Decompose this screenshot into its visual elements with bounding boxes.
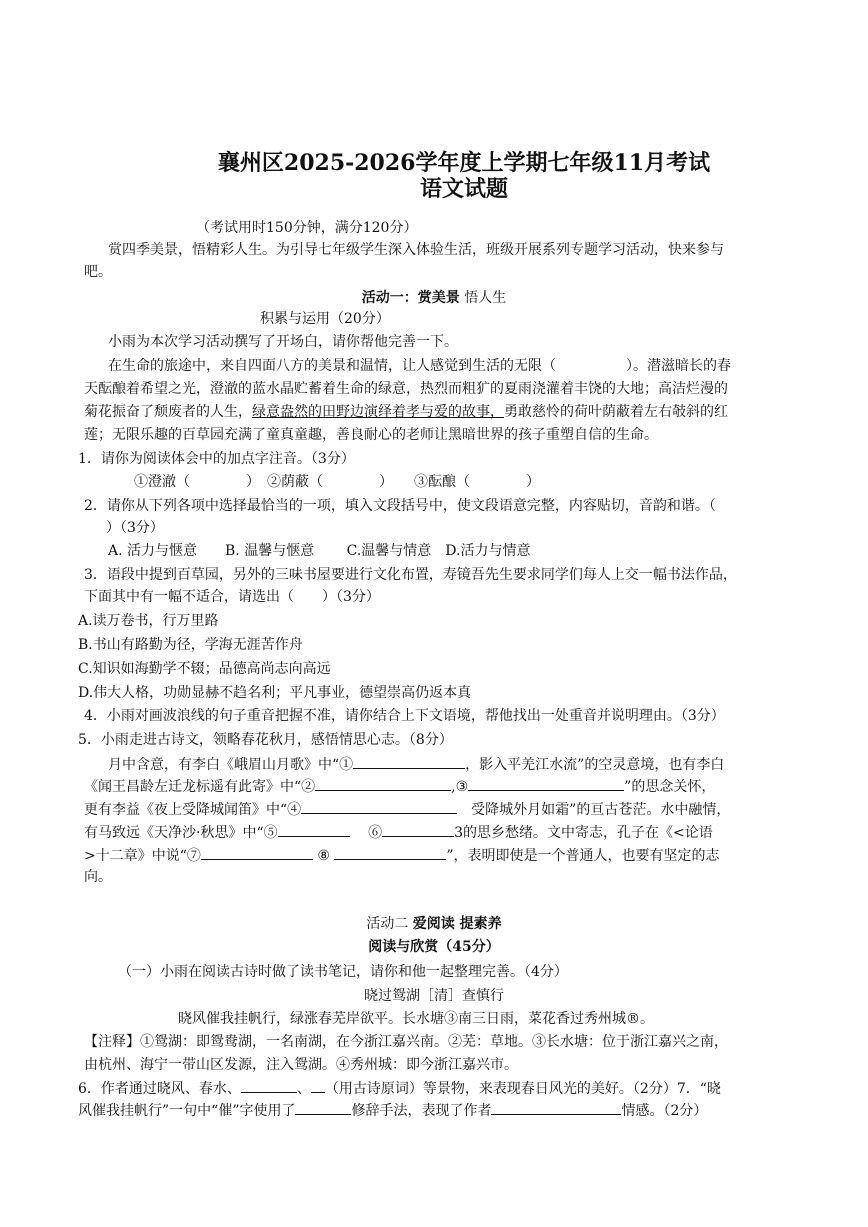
intro-line-1: 赏四季美景，悟精彩人生。为引导七年级学生深入体验生活，班级开展系列专题学习活动，快来参与 xyxy=(108,242,724,258)
question-5-line-3: 更有李益《夜上受降城闻笛》中“④ 受降城外月如霜”的亘古苍茫。水中融情， xyxy=(84,799,730,820)
question-3-line-1: 3．语段中提到百草园，另外的三味书屋要进行文化布置，寿镜吾先生要求同学们每人上交一幅书法作品， xyxy=(84,567,737,583)
poem-note-2: 由杭州、海宁一带山区发源，注入鸳湖。④秀州城：即今浙江嘉兴市。 xyxy=(84,1057,518,1073)
wavy-underlined-sentence: 绿意盎然的田野边演绎着孝与爱的故事， xyxy=(252,404,504,420)
question-2-options: A. 活力与惬意 B. 温馨与惬意 C.温馨与情意 D.活力与情意 xyxy=(108,543,531,559)
exam-title: 襄州区2025-2026学年度上学期七年级11月考试 xyxy=(217,150,711,176)
passage-line-4: 莲；无限乐趣的百草园充满了童真童趣，善良耐心的老师让黑暗世界的孩子重塑自信的生命。 xyxy=(84,427,658,443)
question-5: 5．小雨走进古诗文，领略春花秋月，感悟情思心志。（8分） xyxy=(78,732,453,748)
exam-subtitle: 语文试题 xyxy=(419,176,508,202)
question-6: 6．作者通过晓风、春水、 、 （用古诗原词）等景物，来表现春日风光的美好。（2分）7．“晓 xyxy=(78,1078,721,1099)
question-1: 1．请你为阅读体会中的加点字注音。（3分） xyxy=(78,451,355,467)
question-1-options: ①澄澈（ ） ②荫蔽（ ） ③酝酿（ ） xyxy=(134,474,540,490)
poem-text: 晓风催我挂帆行，绿涨春芜岸欲平。长水塘③南三日雨，菜花香过秀州城®。 xyxy=(178,1011,654,1027)
question-2-line-1: 2．请你从下列各项中选择最恰当的一项，填入文段括号中，使文段语意完整，内容贴切，音韵和谐。（ xyxy=(84,498,716,514)
poem-title: 晓过鸳湖［清］查慎行 xyxy=(364,988,504,1004)
question-5-line-6: 向。 xyxy=(84,869,112,885)
question-3-line-2: 下面其中有一幅不适合，请选出（ ）（3分） xyxy=(84,589,380,605)
question-7: 风催我挂帆行”一句中“催”字使用了 修辞手法，表现了作者 情感。（2分） xyxy=(78,1100,707,1121)
passage-intro: 小雨为本次学习活动撰写了开场白，请你帮他完善一下。 xyxy=(108,334,458,350)
passage-line-2: 天酝酿着希望之光，澄澈的蓝水晶贮蓄着生命的绿意，热烈而粗犷的夏雨浇灌着丰饶的大地；高洁烂漫的 xyxy=(84,381,728,397)
activity1-title: 活动一：赏美景 悟人生 xyxy=(361,290,507,306)
question-5-line-1: 月中含意，有李白《峨眉山月歌》中“① ，影入平羌江水流”的空灵意境，也有李白 xyxy=(108,754,724,775)
question-2-line-2: ）（3分） xyxy=(92,520,164,536)
question-5-line-5: >十二章》中说“⑦ ⑧ ”，表明即使是一个普通人，也要有坚定的志 xyxy=(84,845,720,866)
activity1-section: 积累与运用（20分） xyxy=(260,311,390,327)
activity2-section: 阅读与欣赏（45分） xyxy=(368,939,500,955)
poem-note-1: 【注释】①鸳湖：即鸳鸯湖，一名南湖，在今浙江嘉兴南。②芜：草地。③长水塘：位于浙江嘉兴之南， xyxy=(84,1034,728,1050)
exam-info: （考试用时150分钟，满分120分） xyxy=(196,220,418,236)
passage-line-3: 菊花振奋了颓废者的人生，绿意盎然的田野边演绎着孝与爱的故事，勇敢慈怜的荷叶荫蔽着左右攲斜的红 xyxy=(84,404,728,420)
question-3-option-b: B.书山有路勤为径，学海无涯苦作舟 xyxy=(78,637,303,653)
passage-line-1: 在生命的旅途中，来自四面八方的美景和温情，让人感觉到生活的无限（ ）。潜滋暗长的春 xyxy=(108,358,731,374)
activity2-title: 活动二 爱阅读 提素养 xyxy=(366,916,502,932)
question-5-line-4: 有马致远《天净沙·秋思》中“⑤ ⑥ 3的思乡愁绪。文中寄志，孔子在《<论语 xyxy=(84,822,713,843)
question-4: 4．小雨对画波浪线的句子重音把握不准，请你结合上下文语境，帮他找出一处重音并说明理由。（3分） xyxy=(84,708,725,724)
question-3-option-a: A.读万卷书，行万里路 xyxy=(78,613,219,629)
question-5-line-2: 《闻王昌龄左迁龙标遥有此寄》中“② ,③ ”的思念关怀， xyxy=(84,776,715,797)
question-3-option-c: C.知识如海勤学不辍；品德高尚志向高远 xyxy=(78,661,331,677)
poem-intro: （一）小雨在阅读古诗时做了读书笔记，请你和他一起整理完善。（4分） xyxy=(118,964,568,980)
intro-line-2: 吧。 xyxy=(84,264,112,280)
question-3-option-d: D.伟大人格，功勋显赫不趋名利；平凡事业，德望崇高仍返本真 xyxy=(78,685,472,701)
